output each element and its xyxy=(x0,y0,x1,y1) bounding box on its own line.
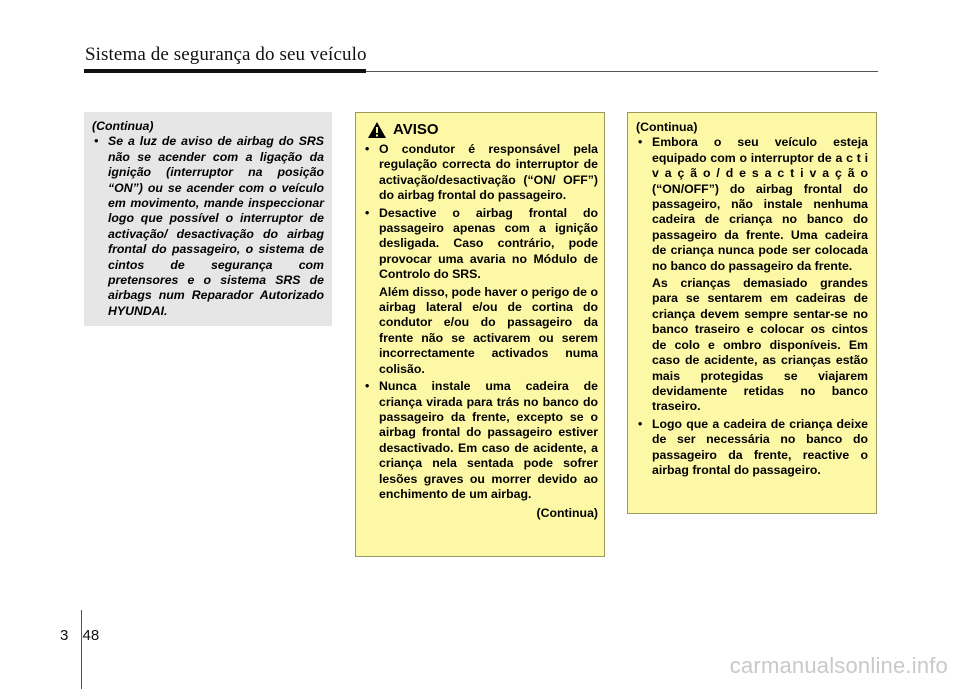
warning-box-continued xyxy=(627,112,877,514)
continued-label: (Continua) xyxy=(636,120,698,134)
list-item: • Se a luz de aviso de airbag do SRS não se acender com a ligação da ignição (interruptor na posição “ON”) ou se acender com o veículo em movimento, mande inspeccionar logo que possível o interruptor de activação/ desactivação do airbag frontal do passageiro, o sistema de cintos de segurança com pretensores e o sistema SRS de airbags num Reparador Autorizado HYUNDAI. xyxy=(92,134,324,319)
continues-label: (Continua) xyxy=(536,506,598,521)
warning-list-2 xyxy=(636,417,868,479)
warning-list-2 xyxy=(363,379,598,502)
page-number-value: 48 xyxy=(82,627,100,644)
page-header-title: Sistema de segurança do seu veículo xyxy=(85,44,367,65)
warning-header xyxy=(367,121,598,139)
watermark: carmanualsonline.info xyxy=(729,653,948,678)
list-item-paragraph: Além disso, pode haver o perigo de o airbag lateral e/ou de cortina do condutor e/ou do passageiro da frente não se activarem ou serem incorrectamente activados numa colisão. xyxy=(379,284,598,376)
warning-list xyxy=(363,142,598,283)
list-item: • O condutor é responsável pela regulação correcta do interruptor de activação/desactivação (“ON/ OFF”) do airbag frontal do passageiro. xyxy=(363,142,598,204)
warning-box xyxy=(355,112,605,557)
note-list xyxy=(92,134,324,319)
continued-label: (Continua) xyxy=(92,119,154,133)
list-item: • Embora o seu veículo esteja equipado com o interruptor de a c t i v a ç ã o / d e s a c t i v a ç ã o (“ON/OFF”) do airbag frontal do passageiro, não instale nenhuma cadeira de criança no banco do passageiro da frente. Uma cadeira de criança nunca pode ser colocada no banco do passageiro da frente. xyxy=(636,135,868,274)
list-item: • Nunca instale uma cadeira de criança virada para trás no banco do passageiro da frente, excepto se o airbag frontal do passageiro estiver desactivado. Em caso de acidente, a criança nela sentada pode sofrer lesões graves ou morrer devido ao enchimento de um airbag. xyxy=(363,379,598,502)
warning-triangle-icon xyxy=(367,121,387,139)
footer-divider xyxy=(81,610,82,689)
list-item: • Logo que a cadeira de criança deixe de ser necessária no banco do passageiro da frente, reactive o airbag frontal do passageiro. xyxy=(636,417,868,479)
list-item xyxy=(363,206,598,283)
header-rule-thin xyxy=(366,71,878,72)
header-rule-thick xyxy=(84,69,366,73)
warning-label: AVISO xyxy=(393,121,439,139)
warning-list xyxy=(636,135,868,274)
chapter-number: 3 xyxy=(60,627,69,644)
note-box-continued xyxy=(84,112,332,326)
list-item-text: Desactive o airbag frontal do passageiro apenas com a ignição desligada. Caso contrário, pode provocar uma avaria no Módulo de Controlo do SRS. xyxy=(379,205,598,282)
list-item-paragraph: As crianças demasiado grandes para se sentarem em cadeiras de criança devem sempre sentar-se no banco traseiro e colocar os cintos de colo e ombro disponíveis. Em caso de acidente, as crianças estão mais protegidas se viajarem devidamente retidas no banco traseiro. xyxy=(652,276,868,414)
page-number xyxy=(60,627,99,644)
